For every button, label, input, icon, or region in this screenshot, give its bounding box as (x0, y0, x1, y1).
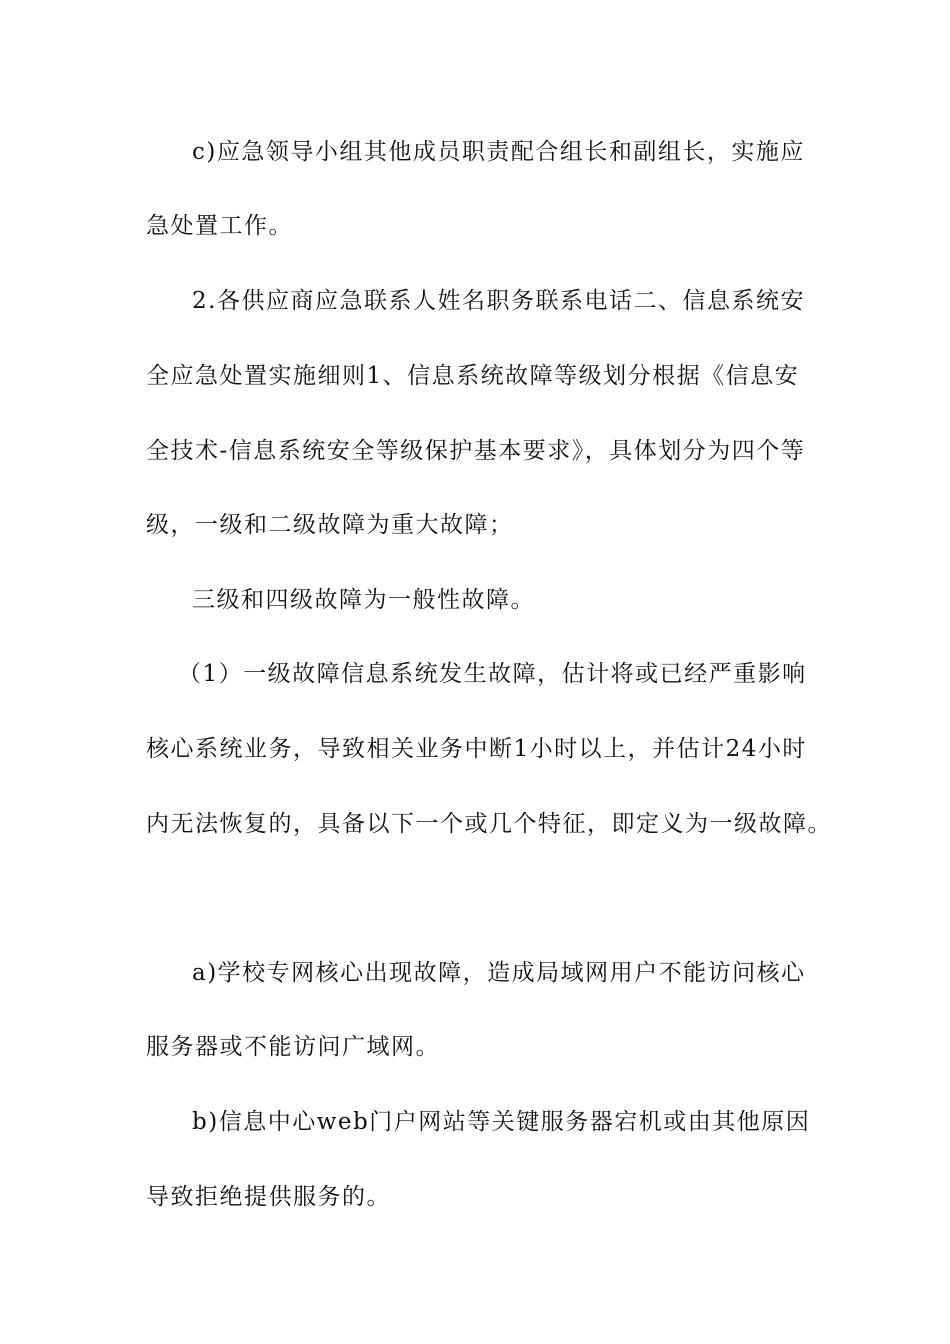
paragraph-c-line-1: c)应急领导小组其他成员职责配合组长和副组长，实施应 (192, 139, 805, 165)
paragraph-2-line-4: 级，一级和二级故障为重大故障； (146, 512, 514, 538)
paragraph-1-line-3: 内无法恢复的，具备以下一个或几个特征，即定义为一级故障。 (146, 811, 832, 837)
paragraph-1-line-2: 核心系统业务，导致相关业务中断1小时以上，并估计24小时 (146, 736, 807, 762)
paragraph-2-line-3: 全技术-信息系统安全等级保护基本要求》，具体划分为四个等 (146, 438, 806, 464)
paragraph-level-3-4: 三级和四级故障为一般性故障。 (192, 587, 535, 613)
paragraph-a-line-2: 服务器或不能访问广域网。 (146, 1034, 440, 1060)
paragraph-2-line-1: 2.各供应商应急联系人姓名职务联系电话二、信息系统安 (192, 288, 805, 314)
paragraph-c-line-2: 急处置工作。 (146, 213, 293, 239)
paragraph-b-line-1: b)信息中心web门户网站等关键服务器宕机或由其他原因 (192, 1109, 811, 1135)
paragraph-a-line-1: a)学校专网核心出现故障，造成局域网用户不能访问核心 (192, 960, 806, 986)
paragraph-2-line-2: 全应急处置实施细则1、信息系统故障等级划分根据《信息安 (146, 363, 800, 389)
paragraph-b-line-2: 导致拒绝提供服务的。 (146, 1184, 391, 1210)
paragraph-1-line-1: （1）一级故障信息系统发生故障，估计将或已经严重影响 (178, 661, 807, 687)
